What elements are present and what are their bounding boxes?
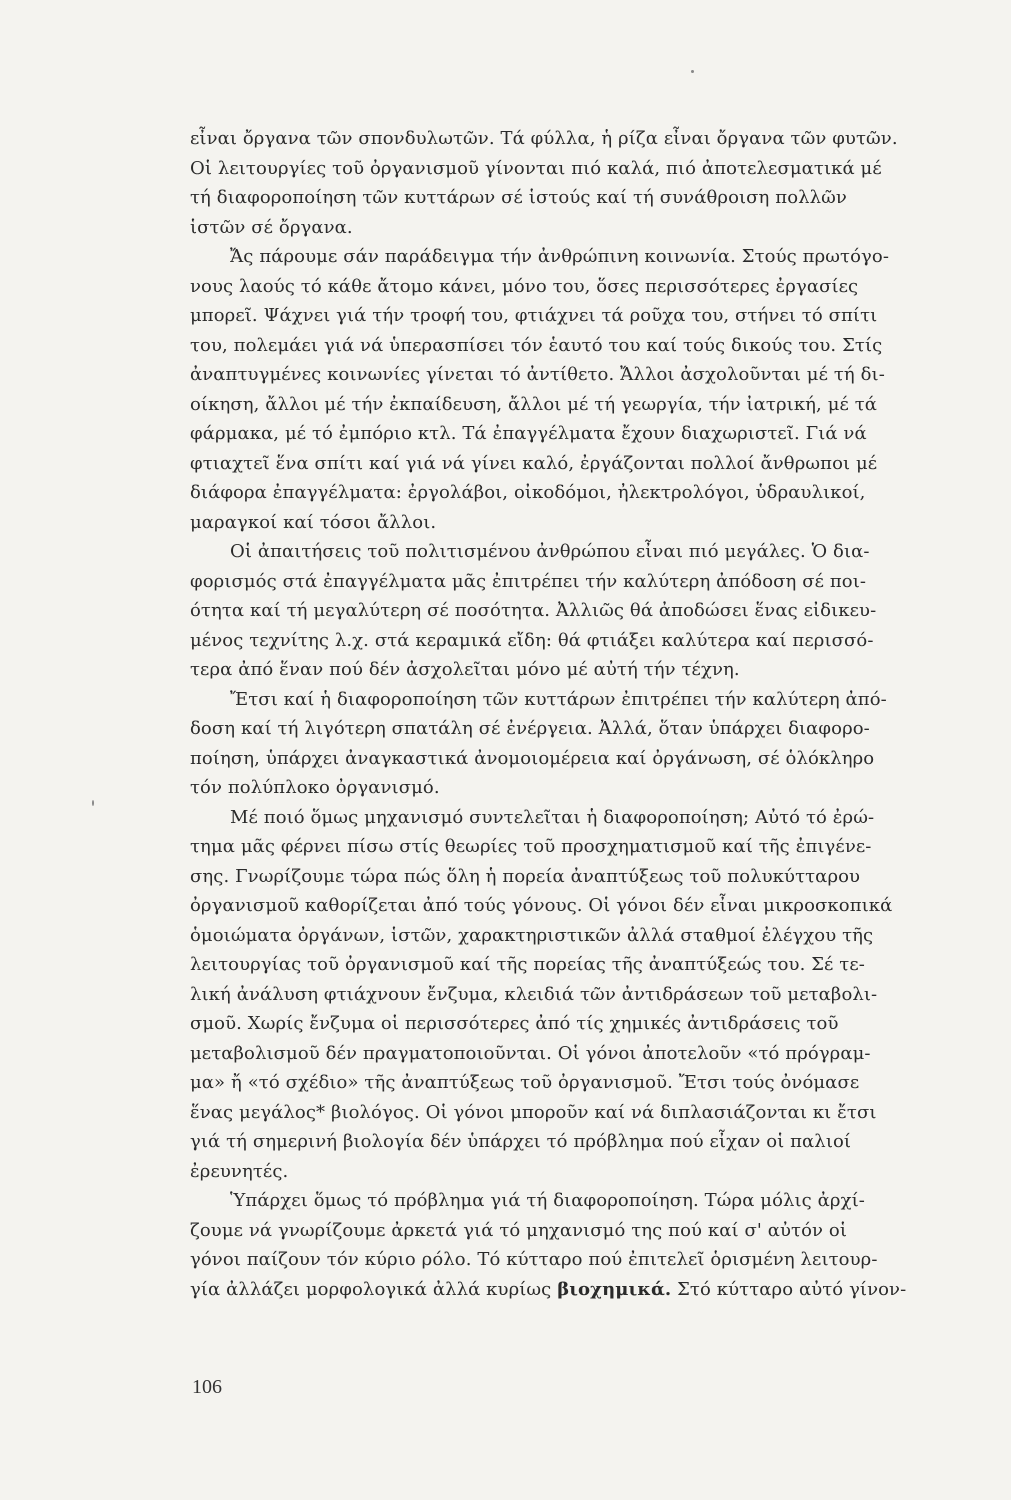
text-line: γιά τή σημερινή βιολογία δέν ὑπάρχει τό πρόβλημα πού εἶχαν οἱ παλιοί [190,1131,852,1152]
text-line: ότητα καί τή μεγαλύτερη σέ ποσότητα. Ἀλλιῶς θά ἀποδώσει ἕνας εἰδικευ- [190,600,877,621]
text-line: γία ἀλλάζει μορφολογικά ἀλλά κυρίως βιοχημικά. Στό κύτταρο αὐτό γίνον- [190,1278,907,1300]
text-line: ὀργανισμοῦ καθορίζεται ἀπό τούς γόνους. Οἱ γόνοι δέν εἶναι μικροσκοπικά [190,895,893,916]
text-line: λειτουργίας τοῦ ὀργανισμοῦ καί τῆς πορείας τῆς ἀναπτύξεώς του. Σέ τε- [190,954,865,975]
text-line: γόνοι παίζουν τόν κύριο ρόλο. Τό κύτταρο πού ἐπιτελεῖ ὁρισμένη λειτουρ- [190,1249,878,1270]
text-line: Ἔτσι καί ἡ διαφοροποίηση τῶν κυττάρων ἐπιτρέπει τήν καλύτερη ἀπό- [230,688,887,710]
text-line: μεταβολισμοῦ δέν πραγματοποιοῦνται. Οἱ γόνοι ἀποτελοῦν «τό πρόγραμ- [190,1042,871,1064]
text-line: τή διαφοροποίηση τῶν κυττάρων σέ ἱστούς καί τή συνάθροιση πολλῶν [190,187,847,208]
text-line: ἱστῶν σέ ὄργανα. [190,216,353,238]
text-line: ἕνας μεγάλος* βιολόγος. Οἱ γόνοι μποροῦν καί νά διπλασιάζονται κι ἔτσι [190,1101,877,1123]
text-line: νους λαούς τό κάθε ἄτομο κάνει, μόνο του, ὅσες περισσότερες ἐργασίες [190,275,859,297]
scan-speck [92,800,94,806]
scan-speck [691,70,694,73]
text-line: μαραγκοί καί τόσοι ἄλλοι. [190,511,437,533]
text-line: τόν πολύπλοκο ὀργανισμό. [190,777,440,798]
text-line: ἀναπτυγμένες κοινωνίες γίνεται τό ἀντίθετο. Ἄλλοι ἀσχολοῦνται μέ τή δι- [190,364,885,385]
text-line: Οἱ λειτουργίες τοῦ ὀργανισμοῦ γίνονται πιό καλά, πιό ἀποτελεσματικά μέ [190,157,882,179]
text-line: μπορεῖ. Ψάχνει γιά τήν τροφή του, φτιάχνει τά ροῦχα του, στήνει τό σπίτι [190,305,878,326]
text-line: Οἱ ἀπαιτήσεις τοῦ πολιτισμένου ἀνθρώπου εἶναι πιό μεγάλες. Ὁ δια- [230,541,870,562]
text-line: φορισμός στά ἐπαγγέλματα μᾶς ἐπιτρέπει τήν καλύτερη ἀπόδοση σέ ποι- [190,570,867,592]
text-line: φτιαχτεῖ ἕνα σπίτι καί γιά νά γίνει καλό, ἐργάζονται πολλοί ἄνθρωποι μέ [190,452,878,474]
text-line: σμοῦ. Χωρίς ἔνζυμα οἱ περισσότερες ἀπό τίς χημικές ἀντιδράσεις τοῦ [190,1013,839,1034]
text-line: ποίηση, ὑπάρχει ἀναγκαστικά ἀνομοιομέρεια καί ὀργάνωση, σέ ὁλόκληρο [190,747,875,769]
text-line: μα» ἤ «τό σχέδιο» τῆς ἀναπτύξεως τοῦ ὀργανισμοῦ. Ἔτσι τούς ὀνόμασε [190,1072,860,1093]
text-line: φάρμακα, μέ τό ἐμπόριο κτλ. Τά ἐπαγγέλματα ἔχουν διαχωριστεῖ. Γιά νά [190,423,867,444]
body-text [190,124,990,1304]
text-line: τερα ἀπό ἕναν πού δέν ἀσχολεῖται μόνο μέ αὐτή τήν τέχνη. [190,659,740,680]
text-line: τημα μᾶς φέρνει πίσω στίς θεωρίες τοῦ προσχηματισμοῦ καί τῆς ἐπιγένε- [190,836,872,857]
text-line: σης. Γνωρίζουμε τώρα πώς ὅλη ἡ πορεία ἀναπτύξεως τοῦ πολυκύτταρου [190,865,861,887]
text-line: λική ἀνάλυση φτιάχνουν ἔνζυμα, κλειδιά τῶν ἀντιδράσεων τοῦ μεταβολι- [190,983,878,1005]
text-line: Ὑπάρχει ὅμως τό πρόβλημα γιά τή διαφοροποίηση. Τώρα μόλις ἀρχί- [230,1190,865,1211]
text-line: μένος τεχνίτης λ.χ. στά κεραμικά εἴδη: θά φτιάξει καλύτερα καί περισσό- [190,629,874,651]
text-line: διάφορα ἐπαγγέλματα: ἐργολάβοι, οἰκοδόμοι, ἠλεκτρολόγοι, ὑδραυλικοί, [190,482,866,503]
text-line: ὁμοιώματα ὀργάνων, ἱστῶν, χαρακτηριστικῶν ἀλλά σταθμοί ἐλέγχου τῆς [190,924,874,946]
bold-term: βιοχημικά. [557,1278,672,1300]
text-line: του, πολεμάει γιά νά ὑπερασπίσει τόν ἑαυτό του καί τούς δικούς του. Στίς [190,334,883,356]
text-line: Ἄς πάρουμε σάν παράδειγμα τήν ἀνθρώπινη κοινωνία. Στούς πρωτόγο- [230,246,890,267]
text-line: οίκηση, ἄλλοι μέ τήν ἐκπαίδευση, ἄλλοι μέ τή γεωργία, τήν ἰατρική, μέ τά [190,393,878,415]
text-line: ζουμε νά γνωρίζουμε ἀρκετά γιά τό μηχανισμό της πού καί σ' αὐτόν οἱ [190,1219,848,1241]
page-number: 106 [192,1376,222,1398]
text-line: Μέ ποιό ὅμως μηχανισμό συντελεῖται ἡ διαφοροποίηση; Αὐτό τό ἐρώ- [230,806,875,828]
text-line: εἶναι ὄργανα τῶν σπονδυλωτῶν. Τά φύλλα, ἡ ρίζα εἶναι ὄργανα τῶν φυτῶν. [190,128,898,149]
text-line: ἐρευνητές. [190,1160,289,1182]
text-line: δοση καί τή λιγότερη σπατάλη σέ ἐνέργεια. Ἀλλά, ὅταν ὑπάρχει διαφορο- [190,718,870,739]
